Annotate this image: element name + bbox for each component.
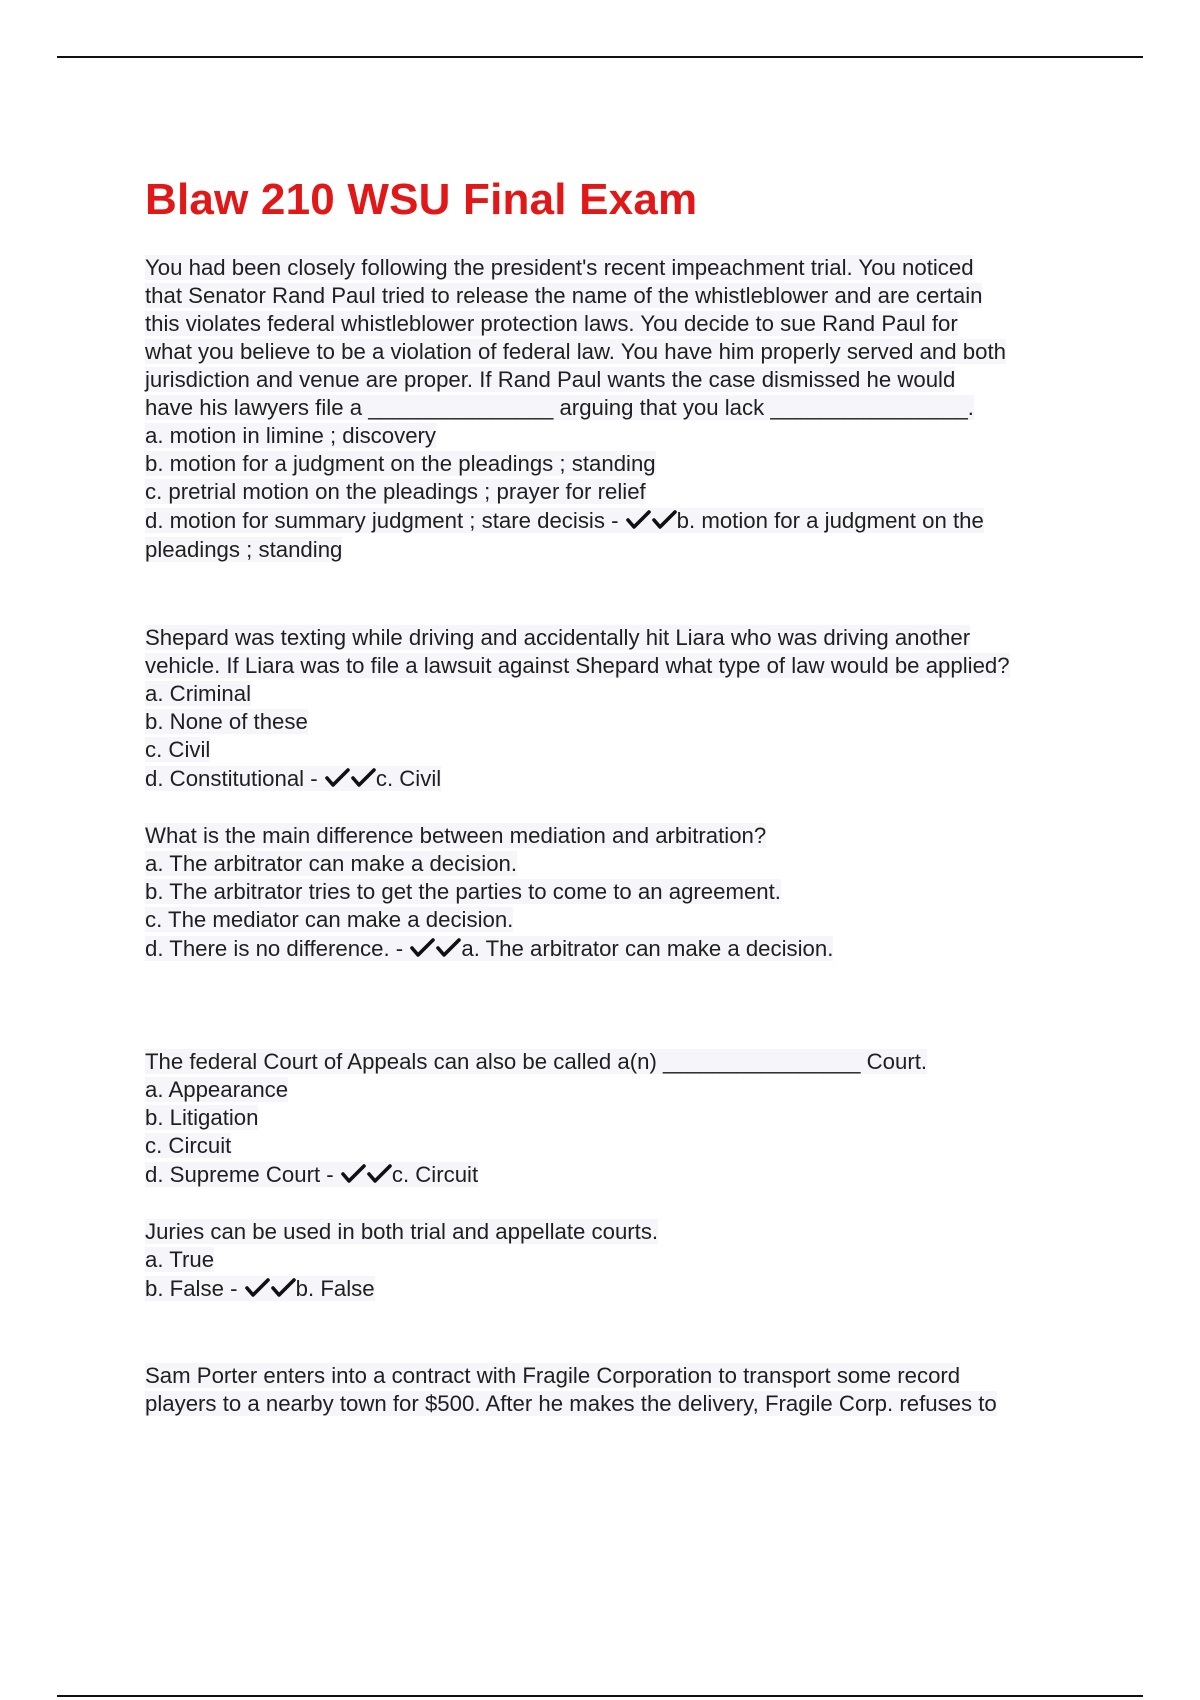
correct-answer: b. motion for a judgment on the [676, 508, 984, 533]
double-check-icon [351, 767, 376, 789]
question-2 [145, 624, 1095, 794]
question-stem-line: What is the main difference between mediation and arbitration? [145, 823, 767, 848]
correct-answer: c. Circuit [391, 1162, 479, 1187]
option-d: d. motion for summary judgment ; stare decisis - [145, 508, 619, 533]
option-a: a. motion in limine ; discovery [145, 423, 437, 448]
option-d: d. Constitutional - [145, 766, 318, 791]
answer-line [145, 506, 1095, 536]
option-c: c. Civil [145, 737, 211, 762]
option-a: a. Appearance [145, 1077, 289, 1102]
question-4 [145, 1048, 1095, 1190]
question-stem-line: Shepard was texting while driving and accidentally hit Liara who was driving another [145, 625, 971, 650]
question-stem-line: vehicle. If Liara was to file a lawsuit against Shepard what type of law would be applied? [145, 653, 1010, 678]
correct-answer: b. False [295, 1276, 375, 1301]
double-check-icon [341, 1163, 366, 1185]
double-check-icon [325, 767, 350, 789]
correct-answer: c. Civil [375, 766, 442, 791]
question-stem-line: players to a nearby town for $500. After he makes the delivery, Fragile Corp. refuses to [145, 1391, 997, 1416]
question-stem-line: have his lawyers file a _______________ arguing that you lack ________________. [145, 395, 974, 420]
question-stem-line: The federal Court of Appeals can also be called a(n) ________________ Court. [145, 1049, 928, 1074]
option-c: c. The mediator can make a decision. [145, 907, 514, 932]
option-b: b. False - [145, 1276, 238, 1301]
double-check-icon [652, 509, 677, 531]
option-c: c. Circuit [145, 1133, 232, 1158]
option-d: d. There is no difference. - [145, 936, 404, 961]
option-a: a. True [145, 1247, 215, 1272]
question-3 [145, 822, 1095, 964]
option-c: c. pretrial motion on the pleadings ; prayer for relief [145, 479, 646, 504]
answer-line [145, 1160, 1095, 1190]
option-a: a. Criminal [145, 681, 252, 706]
question-1 [145, 254, 1095, 564]
question-5 [145, 1218, 1095, 1304]
question-stem-line: this violates federal whistleblower protection laws. You decide to sue Rand Paul for [145, 311, 958, 336]
option-b: b. The arbitrator tries to get the parties to come to an agreement. [145, 879, 781, 904]
question-stem-line: jurisdiction and venue are proper. If Rand Paul wants the case dismissed he would [145, 367, 956, 392]
correct-answer: a. The arbitrator can make a decision. [461, 936, 834, 961]
answer-continuation: pleadings ; standing [145, 537, 343, 562]
double-check-icon [410, 937, 435, 959]
bottom-rule [57, 1695, 1143, 1697]
double-check-icon [436, 937, 461, 959]
option-b: b. None of these [145, 709, 308, 734]
double-check-icon [271, 1277, 296, 1299]
top-rule [57, 56, 1143, 58]
question-stem-line: Sam Porter enters into a contract with Fragile Corporation to transport some record [145, 1363, 961, 1388]
question-6 [145, 1362, 1095, 1418]
document-title: Blaw 210 WSU Final Exam [145, 175, 698, 224]
double-check-icon [245, 1277, 270, 1299]
answer-line [145, 764, 1095, 794]
double-check-icon [367, 1163, 392, 1185]
option-d: d. Supreme Court - [145, 1162, 334, 1187]
question-stem-line: Juries can be used in both trial and appellate courts. [145, 1219, 659, 1244]
question-stem-line: what you believe to be a violation of federal law. You have him properly served and both [145, 339, 1006, 364]
question-stem-line: that Senator Rand Paul tried to release the name of the whistleblower and are certain [145, 283, 983, 308]
answer-line [145, 1274, 1095, 1304]
option-a: a. The arbitrator can make a decision. [145, 851, 518, 876]
option-b: b. Litigation [145, 1105, 259, 1130]
double-check-icon [626, 509, 651, 531]
answer-line [145, 934, 1095, 964]
option-b: b. motion for a judgment on the pleadings ; standing [145, 451, 656, 476]
exam-page [145, 172, 1095, 1418]
question-stem-line: You had been closely following the president's recent impeachment trial. You noticed [145, 255, 974, 280]
